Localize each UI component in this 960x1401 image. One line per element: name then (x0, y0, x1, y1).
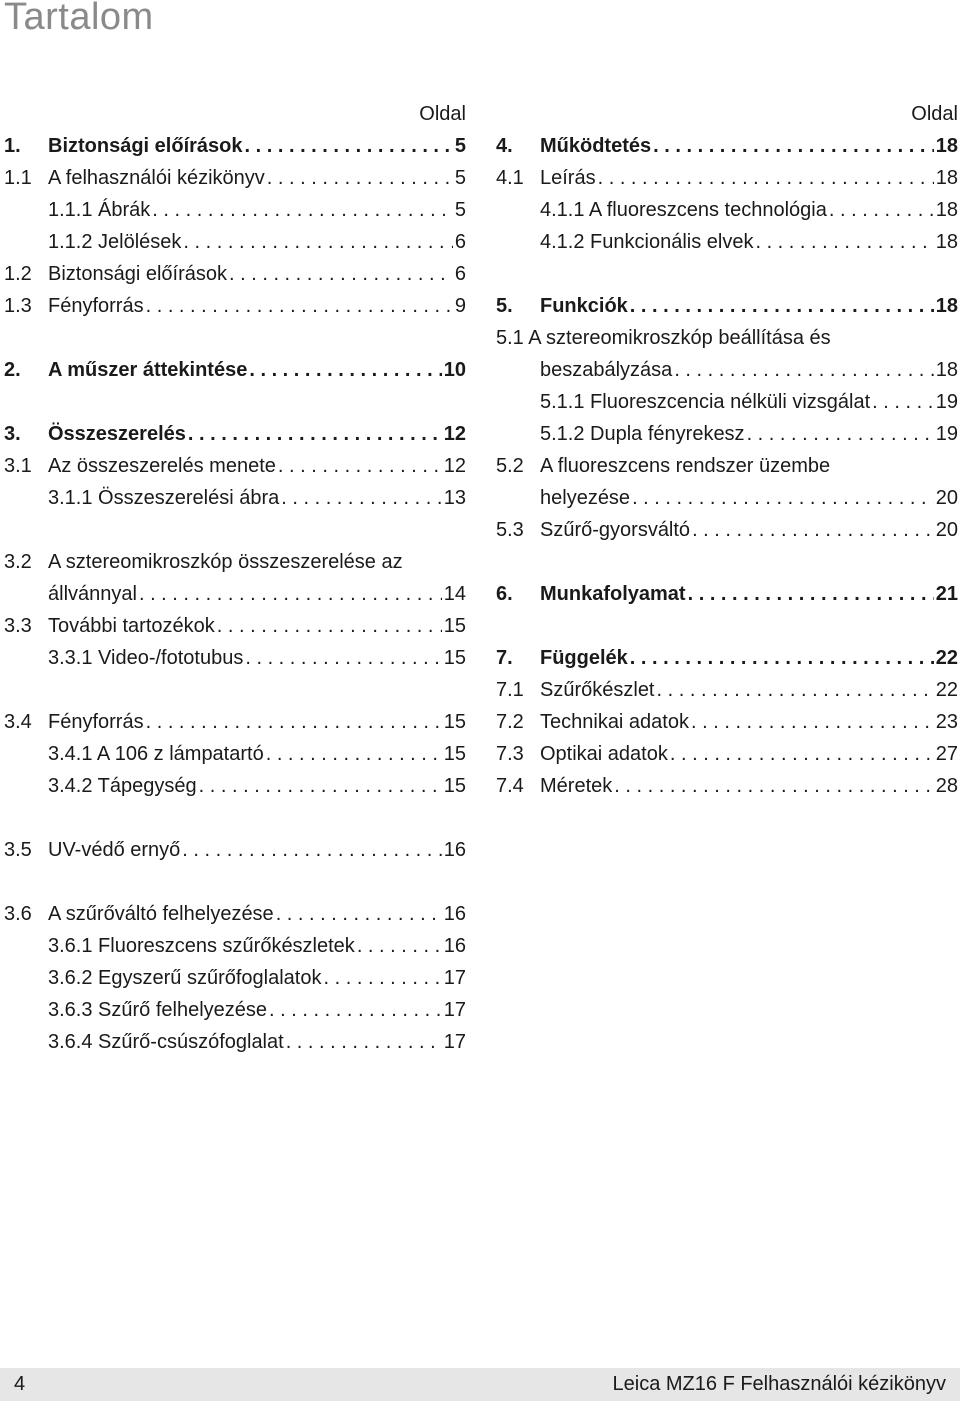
toc-entry-label: Leírás (540, 167, 596, 189)
toc-entry-label: Biztonsági előírások (48, 263, 227, 285)
toc-entry-label: beszabályzása (540, 359, 673, 381)
dot-leader (276, 898, 442, 930)
toc-entry-label: 3.6.1 Fluoreszcens szűrőkészletek (48, 935, 355, 957)
toc-entry-page: 12 (443, 423, 466, 445)
toc-entry-label: UV-védő ernyő (48, 839, 181, 861)
toc-entry-page: 15 (443, 711, 466, 733)
toc-entry[interactable] (4, 770, 466, 802)
toc-entry[interactable] (4, 994, 466, 1026)
toc-list-left (4, 130, 466, 1058)
dot-leader (281, 482, 442, 514)
toc-entry-label: 3.3.1 Video-/fototubus (48, 647, 244, 669)
toc-entry[interactable] (496, 482, 958, 514)
toc-entry-label: Fényforrás (48, 295, 144, 317)
dot-leader (286, 1026, 442, 1058)
toc-entry-label: Munkafolyamat (540, 583, 686, 605)
toc-entry-label: Biztonsági előírások (48, 135, 243, 157)
toc-entry[interactable] (4, 610, 466, 642)
toc-entry[interactable] (496, 290, 958, 322)
toc-entry[interactable] (496, 226, 958, 258)
toc-entry-label: 1.1.1 Ábrák (48, 199, 151, 221)
toc-entry-page: 16 (443, 903, 466, 925)
toc-entry-number: 3.2 (4, 551, 32, 573)
toc-entry-page: 16 (443, 935, 466, 957)
page-title: Tartalom (4, 0, 154, 38)
toc-entry-number: 2. (4, 359, 21, 381)
toc-entry-number: 3.1 (4, 455, 32, 477)
toc-entry-label: 3.4.1 A 106 z lámpatartó (48, 743, 264, 765)
toc-entry-page: 22 (935, 679, 958, 701)
toc-entry-label: Függelék (540, 647, 628, 669)
toc-entry-page: 5 (454, 135, 466, 157)
toc-entry-page: 16 (443, 839, 466, 861)
toc-entry-number: 5.2 (496, 455, 524, 477)
toc-entry[interactable] (496, 130, 958, 162)
toc-entry-label: A szűrőváltó felhelyezése (48, 903, 274, 925)
toc-entry[interactable] (496, 354, 958, 386)
toc-entry-page: 27 (935, 743, 958, 765)
toc-entry-label: 1.1.2 Jelölések (48, 231, 182, 253)
toc-entry[interactable] (4, 482, 466, 514)
toc-entry[interactable] (4, 226, 466, 258)
toc-entry[interactable] (496, 770, 958, 802)
toc-entry-label: Technikai adatok (540, 711, 689, 733)
toc-entry-page: 20 (935, 519, 958, 541)
toc-entry-page: 10 (443, 359, 466, 381)
toc-entry-label: További tartozékok (48, 615, 215, 637)
dot-leader (146, 706, 442, 738)
dot-leader (630, 642, 934, 674)
toc-entry-number: 7.2 (496, 711, 524, 733)
dot-leader (249, 354, 441, 386)
toc-entry-page: 5 (454, 199, 466, 221)
dot-leader (269, 994, 442, 1026)
toc-entry-label: 4.1.1 A fluoreszcens technológia (540, 199, 827, 221)
toc-right-column (496, 98, 958, 802)
toc-entry-number: 3.3 (4, 615, 32, 637)
toc-entry-number: 7.4 (496, 775, 524, 797)
toc-entry-label: állvánnyal (48, 583, 137, 605)
toc-entry-page: 15 (443, 615, 466, 637)
toc-entry-number: 1.2 (4, 263, 32, 285)
toc-entry-number: 1.3 (4, 295, 32, 317)
toc-entry[interactable] (4, 162, 466, 194)
toc-entry-page: 9 (454, 295, 466, 317)
toc-entry-number: 1. (4, 135, 21, 157)
dot-leader (324, 962, 442, 994)
toc-entry[interactable] (4, 354, 466, 386)
toc-entry-number: 3.4 (4, 711, 32, 733)
toc-entry-page: 18 (935, 231, 958, 253)
dot-leader (146, 290, 453, 322)
page-column-header: Oldal (911, 103, 958, 125)
toc-entry[interactable] (4, 642, 466, 674)
toc-entry[interactable] (4, 1026, 466, 1058)
dot-leader (245, 642, 441, 674)
toc-entry-number: 3.6 (4, 903, 32, 925)
dot-leader (614, 770, 934, 802)
dot-leader (630, 290, 934, 322)
toc-entry[interactable] (496, 322, 958, 354)
toc-entry-page: 15 (443, 775, 466, 797)
toc-entry-label: helyezése (540, 487, 631, 509)
toc-entry[interactable] (4, 418, 466, 450)
toc-entry-label: Működtetés (540, 135, 652, 157)
dot-leader (278, 450, 442, 482)
toc-entry-number: 7. (496, 647, 513, 669)
toc-entry-label: Szűrő-gyorsváltó (540, 519, 691, 541)
dot-leader (188, 418, 442, 450)
dot-leader (182, 834, 441, 866)
toc-entry-label: A sztereomikroszkóp összeszerelése az (48, 551, 403, 573)
toc-entry-label: A fluoreszcens rendszer üzembe (540, 455, 831, 477)
toc-entry-page: 18 (935, 167, 958, 189)
toc-entry[interactable] (4, 898, 466, 930)
toc-entry-page: 21 (935, 583, 958, 605)
toc-entry-label: Szűrőkészlet (540, 679, 655, 701)
toc-entry[interactable] (496, 674, 958, 706)
dot-leader (747, 418, 934, 450)
dot-leader (691, 706, 934, 738)
toc-entry-label: 3.4.2 Tápegység (48, 775, 197, 797)
dot-leader (199, 770, 442, 802)
toc-entry-page: 19 (935, 391, 958, 413)
toc-entry-label: A felhasználói kézikönyv (48, 167, 265, 189)
toc-entry-label: 3.6.3 Szűrő felhelyezése (48, 999, 268, 1021)
toc-entry-number: 7.1 (496, 679, 524, 701)
toc-entry-page: 28 (935, 775, 958, 797)
dot-leader (245, 130, 453, 162)
dot-leader (872, 386, 934, 418)
dot-leader (657, 674, 934, 706)
toc-entry-number: 4. (496, 135, 513, 157)
dot-leader (598, 162, 934, 194)
toc-entry-page: 6 (454, 263, 466, 285)
dot-leader (688, 578, 934, 610)
dot-leader (217, 610, 442, 642)
dot-leader (632, 482, 934, 514)
toc-entry[interactable] (4, 930, 466, 962)
toc-entry-number: 5. (496, 295, 513, 317)
toc-entry-label: 5.1.2 Dupla fényrekesz (540, 423, 745, 445)
dot-leader (267, 162, 453, 194)
toc-entry-label: A műszer áttekintése (48, 359, 248, 381)
toc-entry-label: Az összeszerelés menete (48, 455, 276, 477)
toc-entry-page: 17 (443, 999, 466, 1021)
toc-entry[interactable] (4, 962, 466, 994)
toc-entry-page: 12 (443, 455, 466, 477)
toc-entry-label: Fényforrás (48, 711, 144, 733)
dot-leader (266, 738, 442, 770)
toc-entry-number: 5.3 (496, 519, 524, 541)
dot-leader (357, 930, 442, 962)
dot-leader (692, 514, 934, 546)
toc-entry-page: 6 (454, 231, 466, 253)
dot-leader (829, 194, 934, 226)
page-footer (0, 1368, 960, 1401)
toc-entry-label: 4.1.2 Funkcionális elvek (540, 231, 754, 253)
toc-list-right (496, 130, 958, 802)
dot-leader (152, 194, 453, 226)
toc-entry-page: 18 (935, 359, 958, 381)
toc-entry-label: 3.1.1 Összeszerelési ábra (48, 487, 280, 509)
toc-entry-page: 17 (443, 967, 466, 989)
toc-entry-page: 14 (443, 583, 466, 605)
toc-entry[interactable] (496, 514, 958, 546)
dot-leader (139, 578, 442, 610)
toc-entry-label: 5.1 A sztereomikroszkóp beállítása és (496, 327, 831, 349)
toc-entry-number: 1.1 (4, 167, 32, 189)
toc-entry[interactable] (4, 706, 466, 738)
dot-leader (674, 354, 933, 386)
toc-entry[interactable] (4, 738, 466, 770)
toc-entry[interactable] (4, 290, 466, 322)
toc-left-column (4, 98, 466, 1058)
toc-entry[interactable] (4, 578, 466, 610)
toc-entry[interactable] (496, 450, 958, 482)
page-column-header: Oldal (419, 103, 466, 125)
toc-entry-page: 19 (935, 423, 958, 445)
toc-entry[interactable] (4, 546, 466, 578)
toc-entry-label: Funkciók (540, 295, 628, 317)
dot-leader (229, 258, 453, 290)
toc-entry-page: 18 (935, 199, 958, 221)
toc-entry[interactable] (496, 162, 958, 194)
dot-leader (653, 130, 934, 162)
toc-entry-number: 6. (496, 583, 513, 605)
toc-entry-page: 18 (935, 135, 958, 157)
toc-entry-page: 20 (935, 487, 958, 509)
toc-entry[interactable] (4, 834, 466, 866)
toc-entry[interactable] (496, 418, 958, 450)
toc-entry-page: 18 (935, 295, 958, 317)
toc-entry[interactable] (496, 386, 958, 418)
toc-entry[interactable] (4, 194, 466, 226)
dot-leader (755, 226, 933, 258)
toc-entry-number: 4.1 (496, 167, 524, 189)
toc-entry-label: Összeszerelés (48, 423, 186, 445)
toc-entry-label: Méretek (540, 775, 613, 797)
footer-manual-name: Leica MZ16 F Felhasználói kézikönyv (612, 1373, 946, 1395)
dot-leader (670, 738, 934, 770)
toc-entry-page: 15 (443, 743, 466, 765)
toc-entry-page: 13 (443, 487, 466, 509)
toc-entry-number: 3. (4, 423, 21, 445)
toc-entry[interactable] (496, 578, 958, 610)
toc-entry-page: 15 (443, 647, 466, 669)
toc-entry[interactable] (496, 642, 958, 674)
toc-entry-page: 5 (454, 167, 466, 189)
toc-entry-label: 3.6.4 Szűrő-csúszófoglalat (48, 1031, 284, 1053)
toc-entry[interactable] (496, 194, 958, 226)
toc-entry[interactable] (4, 130, 466, 162)
toc-entry-page: 23 (935, 711, 958, 733)
toc-entry-label: 3.6.2 Egyszerű szűrőfoglalatok (48, 967, 322, 989)
toc-entry[interactable] (4, 450, 466, 482)
toc-entry-number: 3.5 (4, 839, 32, 861)
toc-entry-label: 5.1.1 Fluoreszcencia nélküli vizsgálat (540, 391, 871, 413)
toc-entry-page: 22 (935, 647, 958, 669)
dot-leader (183, 226, 452, 258)
toc-entry-number: 7.3 (496, 743, 524, 765)
toc-entry-page: 17 (443, 1031, 466, 1053)
toc-entry-label: Optikai adatok (540, 743, 668, 765)
footer-page-number: 4 (14, 1373, 26, 1395)
toc-entry[interactable] (4, 258, 466, 290)
toc-entry[interactable] (496, 706, 958, 738)
toc-entry[interactable] (496, 738, 958, 770)
